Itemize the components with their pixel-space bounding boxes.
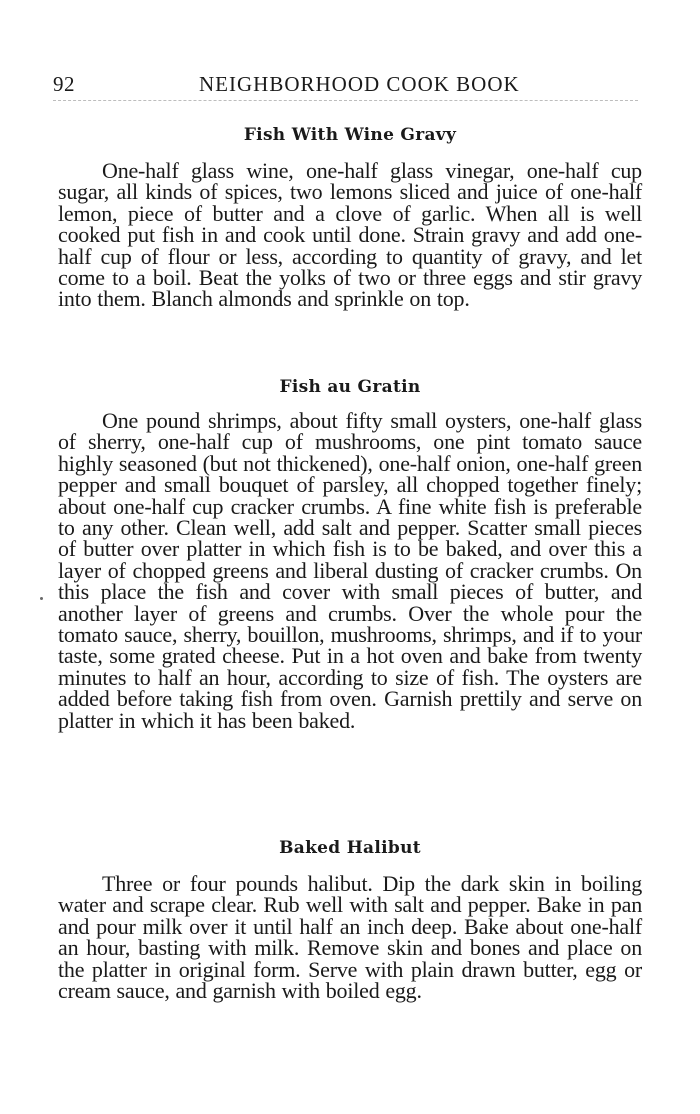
recipe-title-baked-halibut: Baked Halibut: [279, 838, 421, 858]
recipe-body-baked-halibut: Three or four pounds halibut. Dip the dark skin in boiling water and scrape clear. Rub well with salt and pepper. Bake in pan and pour milk over it until half an inch deep. Bake about one-half an hour, basting with milk. Remove skin and bones and place on the platter in original form. Serve with plain drawn butter, egg or cream sauce, and garnish with boiled egg.: [58, 871, 642, 1004]
recipe-body-fish-with-wine-gravy: One-half glass wine, one-half glass vinegar, one-half cup sugar, all kinds of spices, two lemons sliced and juice of one-half lemon, piece of butter and a clove of garlic. When all is well cooked put fish in and cook until done. Strain gravy and add one-half cup of flour or less, according to quantity of gravy, and let come to a boil. Beat the yolks of two or three eggs and stir gravy into them. Blanch almonds and sprinkle on top.: [58, 158, 642, 312]
running-head: [53, 72, 638, 101]
recipe-title-fish-au-gratin: Fish au Gratin: [279, 377, 421, 397]
recipe-title-fish-with-wine-gravy: Fish With Wine Gravy: [243, 125, 457, 145]
page-number: 92: [53, 72, 75, 96]
paper-speck: [40, 597, 43, 600]
running-title: NEIGHBORHOOD COOK BOOK: [199, 72, 520, 96]
recipe-body-fish-au-gratin: One pound shrimps, about fifty small oysters, one-half glass of sherry, one-half cup of mushrooms, one pint tomato sauce highly seasoned (but not thickened), one-half onion, one-half green pepper and small bouquet of parsley, all chopped together finely; about one-half cup cracker crumbs. A fine white fish is preferable to any other. Clean well, add salt and pepper. Scatter small pieces of butter over platter in which fish is to be baked, and over this a layer of chopped greens and liberal dusting of cracker crumbs. On this place the fish and cover with small pieces of butter, and another layer of greens and crumbs. Over the whole pour the tomato sauce, sherry, bouillon, mushrooms, shrimps, and if to your taste, some grated cheese. Put in a hot oven and bake from twenty minutes to half an hour, according to size of fish. The oysters are added before taking fish from oven. Garnish prettily and serve on platter in which it has been baked.: [58, 408, 642, 733]
